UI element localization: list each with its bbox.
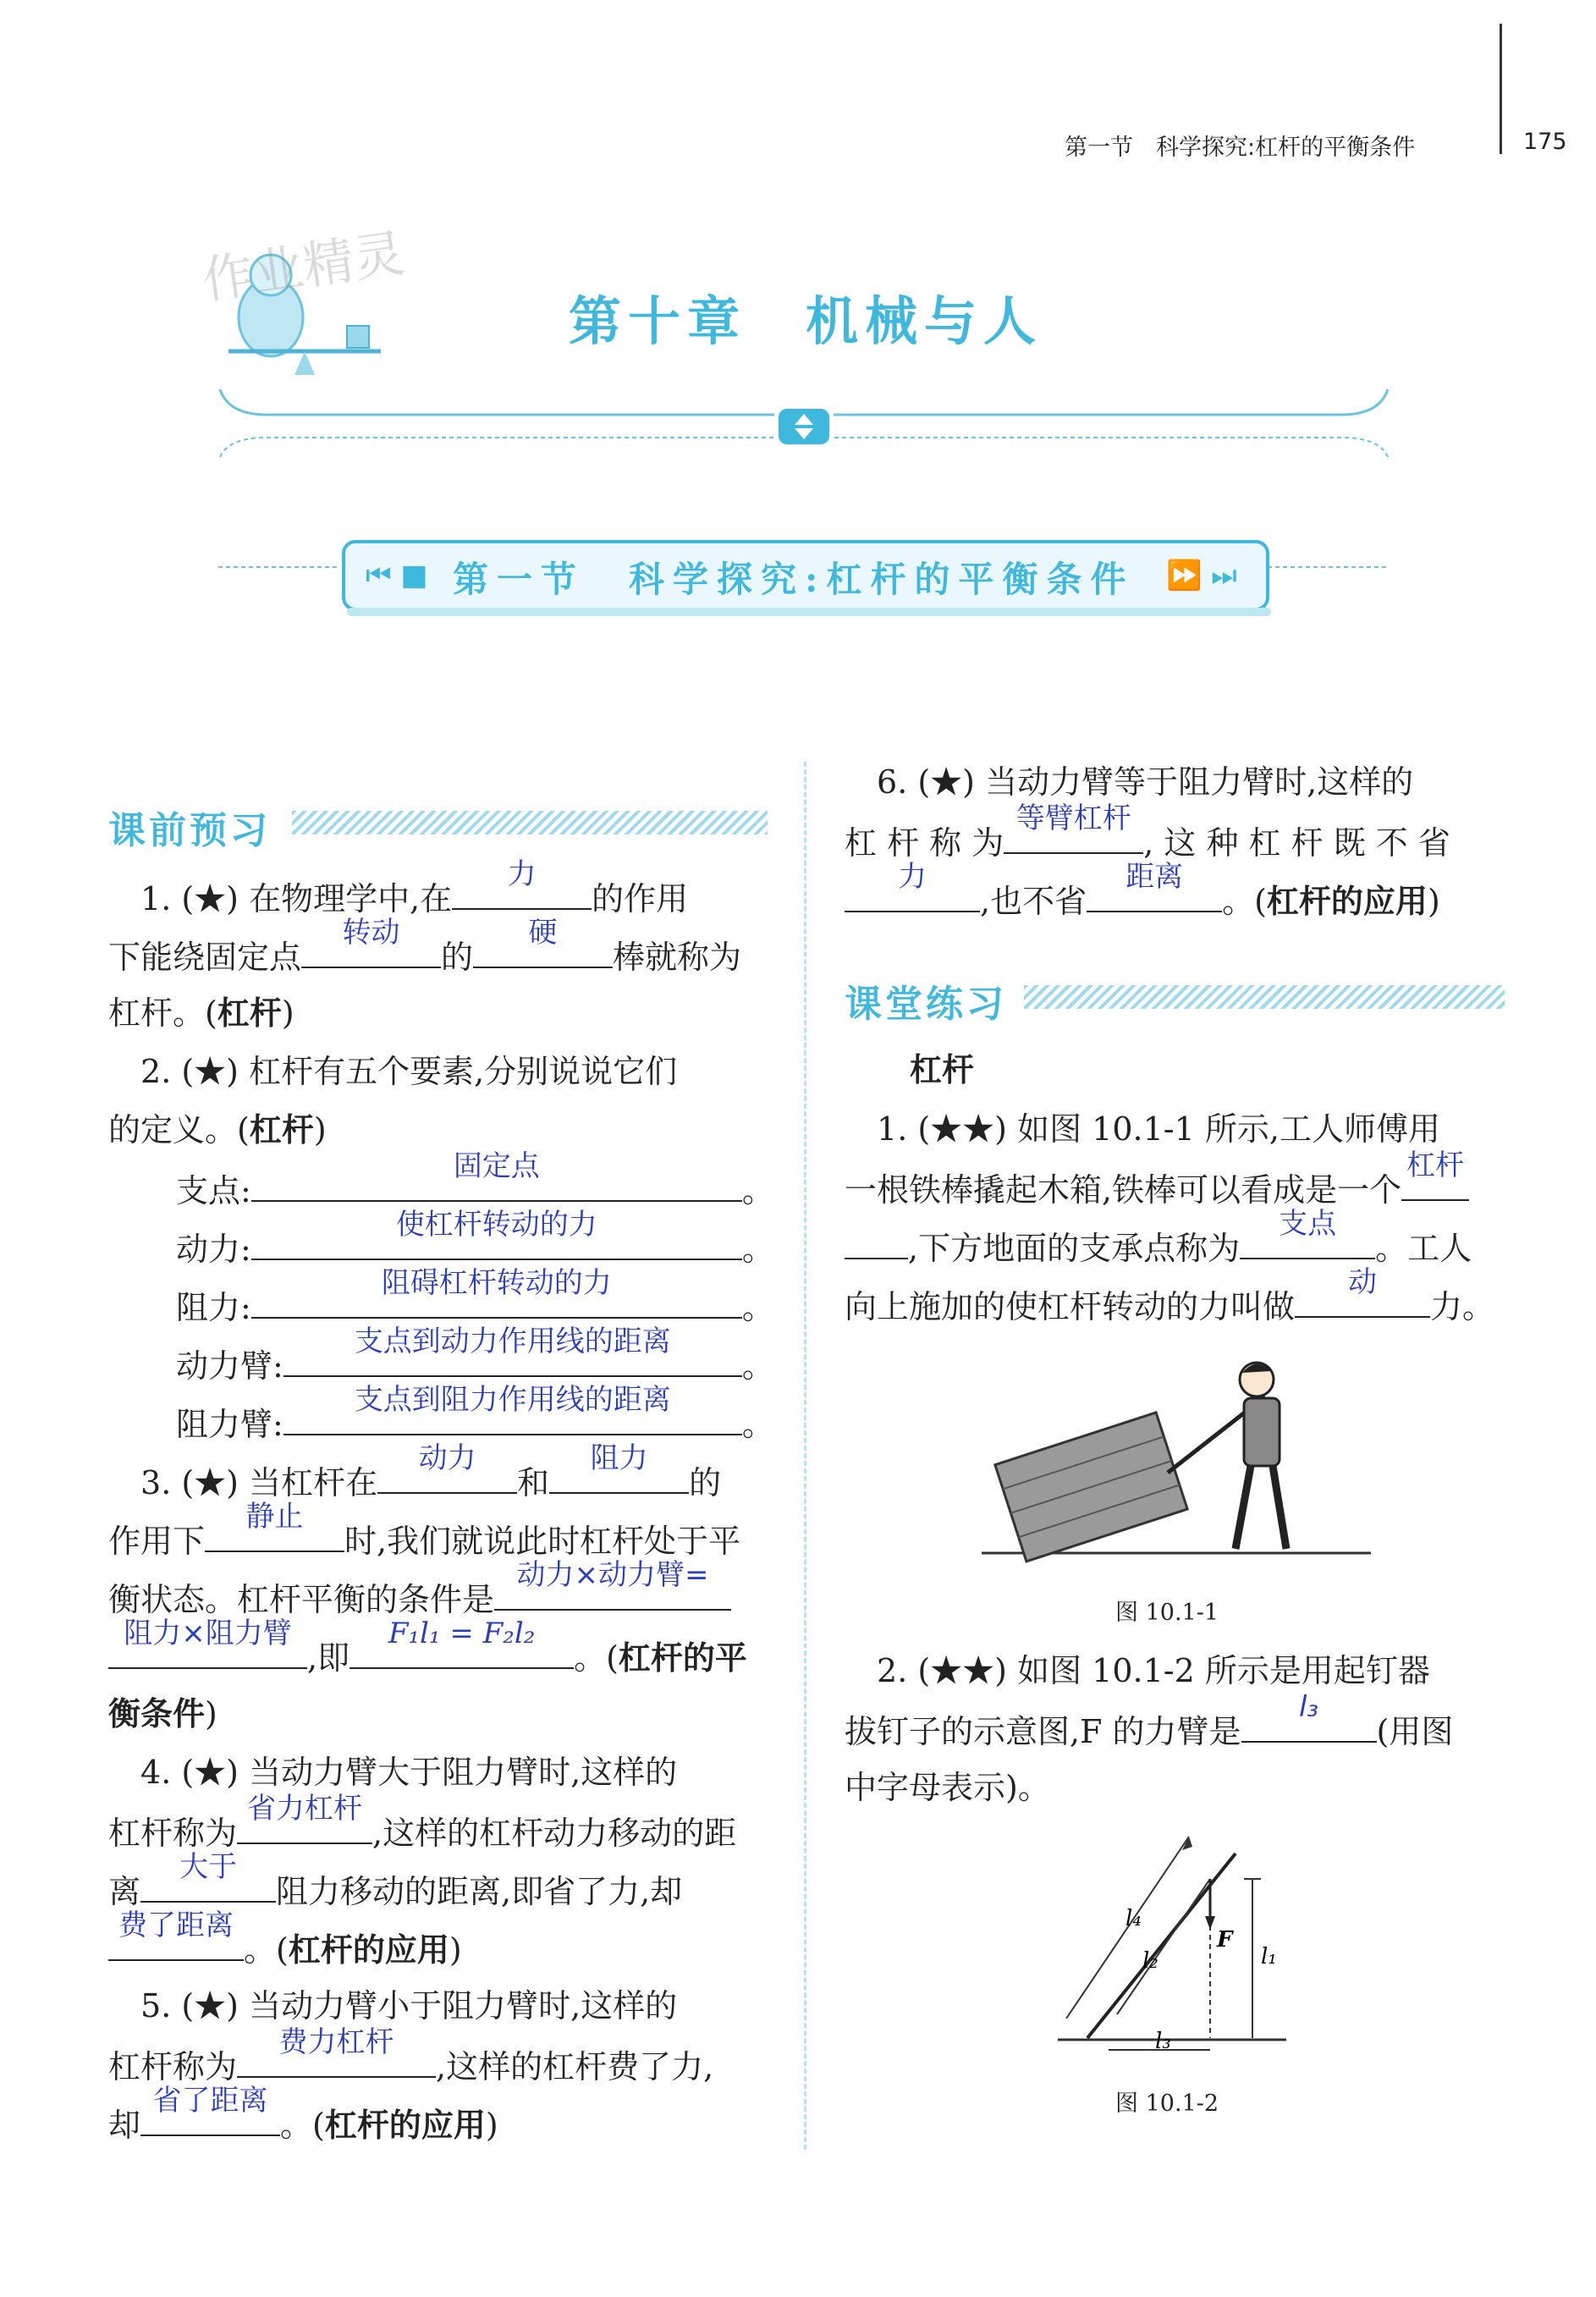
handwritten-answer: 动力	[418, 1441, 476, 1475]
figure-nail-puller	[1058, 1828, 1303, 2057]
answer-blank	[1401, 1148, 1469, 1201]
header-rule	[1500, 24, 1502, 154]
q4-line3: 离 大于 阻力移动的距离,即省了力,却	[108, 1860, 770, 1919]
answer-blank	[283, 1325, 742, 1377]
figure-caption-1: 图 10.1-1	[1115, 1600, 1219, 1626]
q1-line2: 下能绕固定点 转动 的 硬 棒就称为	[108, 926, 770, 984]
handwritten-answer: 阻力	[590, 1441, 648, 1475]
handwritten-answer: 固定点	[453, 1149, 540, 1183]
q1-blank-1	[452, 857, 592, 910]
q4-line1: 4. (★) 当动力臂大于阻力臂时,这样的	[140, 1754, 678, 1791]
handwritten-answer: 阻碍杠杆转动的力	[381, 1266, 612, 1300]
answer-blank	[108, 1909, 244, 1961]
handwritten-answer: 动力×动力臂=	[516, 1558, 709, 1592]
answer-blank	[237, 1792, 372, 1844]
label-l1: l₁	[1261, 1944, 1277, 1969]
q4-line2: 杠杆称为 省力杠杆 ,这样的杠杆动力移动的距	[108, 1802, 770, 1860]
term-resistance: 阻力: 阻碍杠杆转动的力 。	[108, 1276, 770, 1335]
answer-blank	[251, 1149, 742, 1202]
q3-line3: 衡状态。杠杆平衡的条件是 动力×动力臂=	[108, 1568, 770, 1627]
subheading-lever: 杠杆	[910, 1051, 975, 1088]
handwritten-answer: l₃	[1298, 1690, 1319, 1724]
q1-blank-3	[473, 916, 613, 968]
figure-worker-crate	[982, 1346, 1371, 1566]
answer-blank	[237, 2025, 436, 2078]
handwritten-answer: 阻力×阻力臂	[124, 1617, 292, 1650]
section-title: 第一节 科学探究:杠杆的平衡条件	[453, 559, 1135, 600]
handwritten-answer: 省了距离	[152, 2084, 268, 2118]
handwritten-answer: 支点到动力作用线的距离	[354, 1325, 671, 1358]
practice-stripe	[1024, 985, 1505, 1009]
answer-blank	[140, 1850, 276, 1903]
heading-stripe	[292, 811, 768, 835]
answer-blank	[377, 1441, 517, 1494]
figure-caption-2: 图 10.1-2	[1115, 2090, 1219, 2117]
answer-blank	[251, 1208, 742, 1260]
handwritten-answer: 等臂杠杆	[1015, 801, 1131, 835]
handwritten-answer: 费了距离	[118, 1909, 234, 1942]
answer-blank	[1241, 1690, 1377, 1743]
q6-line3: 力 ,也不省 距离 。(杠杆的应用)	[845, 870, 1506, 928]
term-effort: 动力: 使杠杆转动的力 。	[108, 1218, 770, 1276]
chapter-title: 第十章 机械与人	[569, 290, 1043, 352]
handwritten-answer: F₁l₁ = F₂l₂	[388, 1617, 536, 1650]
banner-right-icon: ⏩ ⏭	[1166, 559, 1237, 592]
handwritten-answer: 力	[507, 857, 537, 891]
answer-blank	[549, 1441, 689, 1494]
q1-line1: 1. (★) 在物理学中,在 力 的作用	[108, 868, 770, 926]
answer-blank	[349, 1617, 574, 1669]
handwritten-answer: 大于	[179, 1850, 238, 1884]
answer-blank	[1240, 1207, 1375, 1259]
handwritten-answer: 硬	[528, 916, 558, 950]
answer-blank	[140, 2084, 280, 2136]
handwritten-answer: 支点	[1279, 1207, 1337, 1241]
q2-line2: 的定义。(杠杆)	[108, 1111, 327, 1148]
q2-line1: 2. (★) 杠杆有五个要素,分别说说它们	[140, 1053, 678, 1090]
q5-line3: 却 省了距离 。(杠杆的应用)	[108, 2094, 770, 2152]
label-F: F	[1217, 1927, 1233, 1953]
answer-blank	[494, 1558, 731, 1611]
chapter-ornament	[216, 377, 1392, 470]
label-l3: l₃	[1155, 2029, 1171, 2054]
handwritten-answer: 使杠杆转动的力	[395, 1208, 597, 1242]
q3-line1: 3. (★) 当杠杆在 动力 和 阻力 的	[108, 1451, 770, 1510]
preview-questions	[108, 857, 774, 2152]
term-effort-arm: 动力臂: 支点到动力作用线的距离 。	[108, 1335, 770, 1393]
label-l4: l₄	[1125, 1906, 1142, 1931]
answer-blank	[1087, 860, 1222, 912]
running-header: 第一节 科学探究:杠杆的平衡条件	[1065, 135, 1416, 161]
handwritten-answer: 省力杠杆	[247, 1792, 363, 1826]
q1-line3: 杠杆。(杠杆)	[108, 994, 294, 1032]
handwritten-answer: 支点到阻力作用线的距离	[354, 1383, 671, 1417]
q5-line1: 5. (★) 当动力臂小于阻力臂时,这样的	[140, 1987, 678, 2024]
column-divider	[804, 762, 806, 2150]
term-resistance-arm: 阻力臂: 支点到阻力作用线的距离 。	[108, 1393, 770, 1451]
right-column	[845, 753, 1506, 928]
page-number: 175	[1523, 129, 1567, 155]
answer-blank	[845, 1217, 908, 1259]
q3-line2: 作用下 静止 时,我们就说此时杠杆处于平	[108, 1510, 770, 1568]
q6-line2: 杠 杆 称 为 等臂杠杆 , 这 种 杠 杆 既 不 省	[845, 812, 1506, 870]
practice-q1: 1. (★★) 如图 10.1-1 所示,工人师傅用 一根铁棒撬起木箱,铁棒可以看成是一个 杠杆 ,下方地面的支承点称为 支点 。工人 向上施加的使杠杆转动的力叫做 动 力。	[845, 1110, 1495, 1325]
answer-blank	[108, 1617, 307, 1669]
q5-line2: 杠杆称为 费力杠杆 ,这样的杠杆费了力,	[108, 2035, 770, 2094]
answer-blank	[205, 1500, 344, 1552]
answer-blank	[845, 860, 980, 912]
preview-heading: 课前预习	[108, 809, 271, 852]
answer-blank	[1004, 801, 1143, 854]
term-fulcrum: 支点: 固定点 。	[108, 1160, 770, 1218]
handwritten-answer: 费力杠杆	[278, 2025, 394, 2059]
answer-blank	[251, 1266, 742, 1319]
q4-line4: 费了距离 。(杠杆的应用)	[108, 1919, 770, 1977]
q1-blank-2	[301, 916, 441, 968]
handwritten-answer: 杠杆	[1406, 1148, 1465, 1182]
practice-q2: 2. (★★) 如图 10.1-2 所示是用起钉器 拔钉子的示意图,F 的力臂是 l₃ (用图 中字母表示)。	[845, 1652, 1454, 1806]
handwritten-answer: 距离	[1125, 860, 1184, 894]
practice-heading: 课堂练习	[845, 983, 1007, 1026]
q3-line5: 衡条件)	[108, 1695, 217, 1732]
q6-line1: 6. (★) 当动力臂等于阻力臂时,这样的	[877, 763, 1414, 801]
handwritten-answer: 转动	[342, 916, 400, 950]
watermark: 作业精灵	[198, 223, 409, 311]
banner-left-icon: ⏮ ■	[366, 559, 428, 592]
handwritten-answer: 力	[898, 860, 927, 894]
q3-line4: 阻力×阻力臂 ,即 F₁l₁ = F₂l₂ 。(杠杆的平	[108, 1627, 770, 1685]
handwritten-answer: 静止	[245, 1500, 304, 1534]
answer-blank	[283, 1383, 742, 1435]
handwritten-answer: 动	[1348, 1265, 1378, 1299]
label-l2: l₂	[1142, 1948, 1158, 1974]
answer-blank	[1295, 1265, 1430, 1318]
